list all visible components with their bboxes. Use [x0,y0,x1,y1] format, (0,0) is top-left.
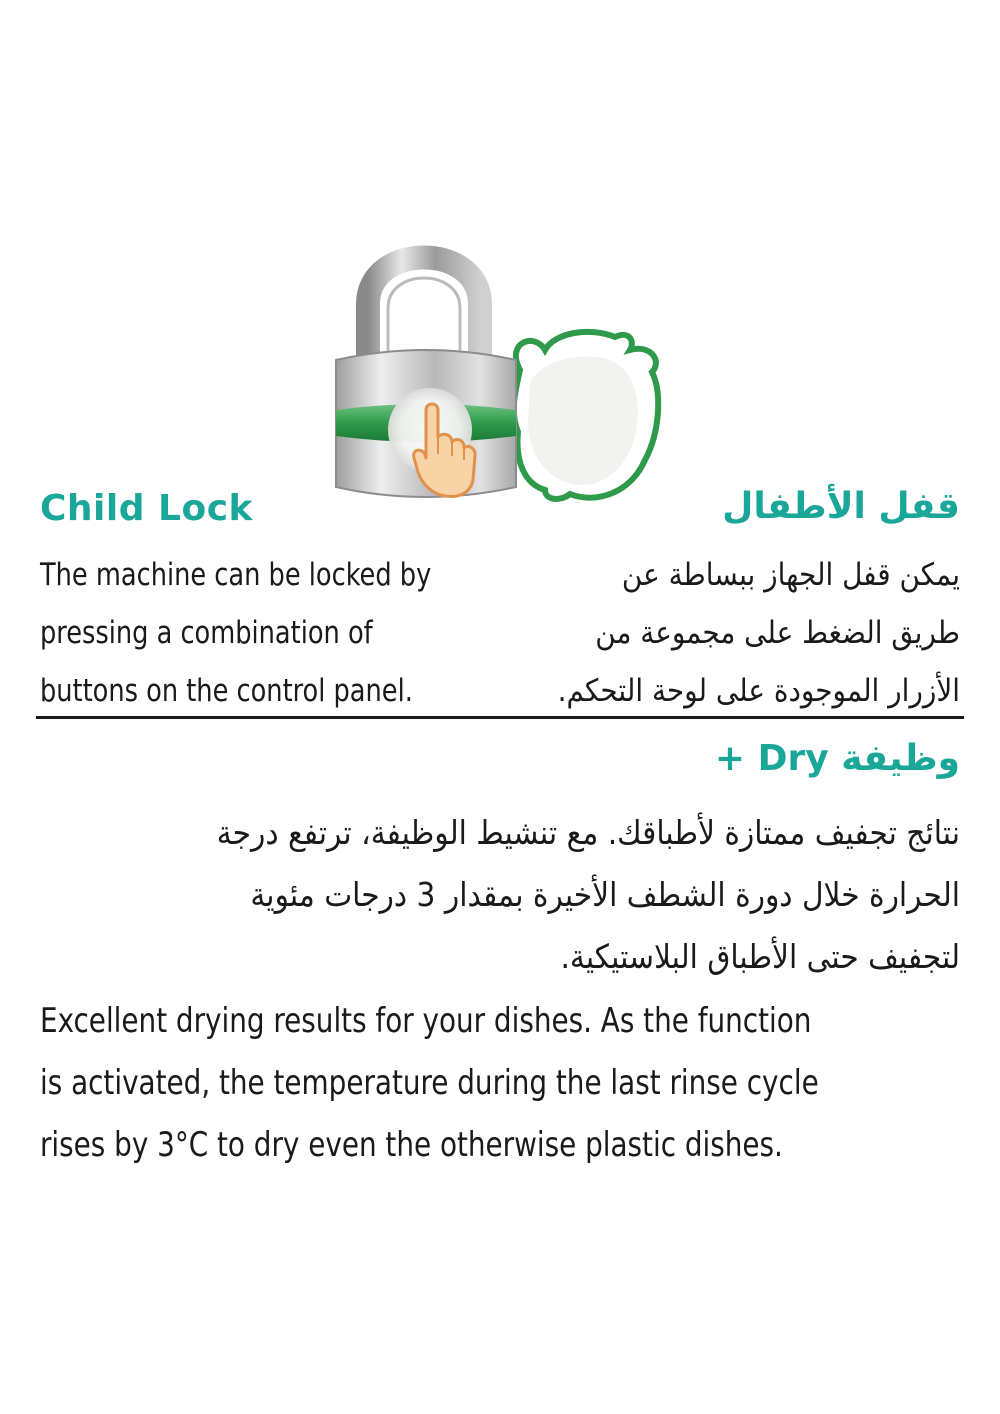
child-lock-description-en [40,546,445,720]
section-divider [36,716,964,719]
child-lock-en-line: buttons on the control panel. [40,673,413,709]
baby-head-icon [514,332,658,499]
dry-plus-en-line: rises by 3°C to dry even the otherwise plastic dishes. [40,1125,783,1165]
child-lock-ar-line: الأزرار الموجودة على لوحة التحكم. [557,673,960,709]
child-lock-en-line: pressing a combination of [40,615,373,651]
dry-plus-ar-line: الحرارة خلال دورة الشطف الأخيرة بمقدار 3 درجات مئوية [250,875,960,914]
child-lock-ar-line: طريق الضغط على مجموعة من [595,615,960,651]
child-lock-en-line: The machine can be locked by [40,557,432,593]
dry-plus-ar-line: نتائج تجفيف ممتازة لأطباقك. مع تنشيط الوظيفة، ترتفع درجة [216,813,960,852]
child-lock-title-ar: قفل الأطفال [722,486,960,527]
child-lock-title-en: Child Lock [40,488,253,529]
child-lock-illustration [330,232,670,512]
child-lock-ar-line: يمكن قفل الجهاز ببساطة عن [621,557,960,593]
dry-plus-en-line: Excellent drying results for your dishes. As the function [40,1001,812,1041]
dry-plus-ar-line: لتجفيف حتى الأطباق البلاستيكية. [560,937,960,976]
dry-plus-en-line: is activated, the temperature during the last rinse cycle [40,1063,819,1103]
dry-plus-description-en [40,990,950,1176]
dry-plus-title: وظيفة Dry + [714,738,960,779]
child-lock-description-ar [520,546,960,720]
dry-plus-description-ar [35,802,960,988]
